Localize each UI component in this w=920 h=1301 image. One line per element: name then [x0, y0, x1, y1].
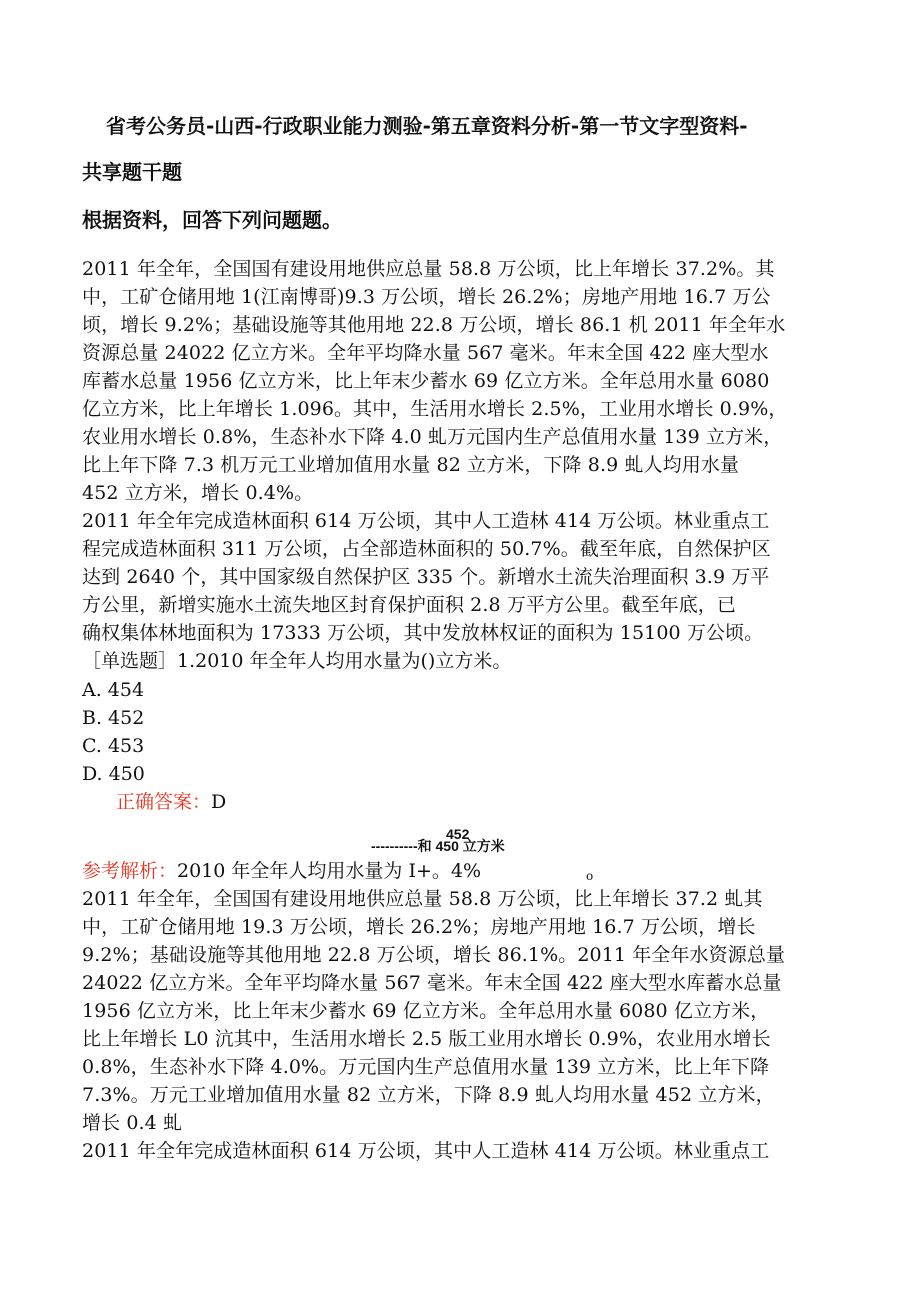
- correct-answer: [116, 788, 226, 816]
- text-line: 24022 亿立方米。全年平均降水量 567 毫米。年末全国 422 座大型水库蓄水总量: [82, 972, 782, 994]
- text-line: 2011 年全年完成造林面积 614 万公顷，其中人工造林 414 万公顷。林业重点工: [82, 1140, 770, 1162]
- text-line: 比上年增长 L0 沆其中，生活用水增长 2.5 版工业用水增长 0.9%，农业用水增长: [82, 1028, 771, 1050]
- text-line: 比上年下降 7.3 机万元工业增加值用水量 82 立方米，下降 8.9 虬人均用水量: [82, 454, 740, 476]
- option-b[interactable]: B. 452: [82, 707, 145, 729]
- analysis-text: 2010 年全年人均用水量为 I+。4%: [177, 860, 482, 882]
- text-line: 顷，增长 9.2%；基础设施等其他用地 22.8 万公顷，增长 86.1 机 2011 年全年水: [82, 314, 786, 336]
- fraction-denominator: ----------和 450 立方米: [371, 838, 505, 854]
- document-title: 省考公务员-山西-行政职业能力测验-第五章资料分析-第一节文字型资料-: [106, 114, 748, 138]
- text-line: 亿立方米，比上年增长 1.096。其中，生活用水增长 2.5%，工业用水增长 0.9%，: [82, 398, 788, 420]
- question-stem: ［单选题］1.2010 年全年人均用水量为()立方米。: [82, 650, 512, 672]
- fraction-numerator: 452: [446, 826, 470, 842]
- analysis-line: [82, 857, 481, 885]
- text-line: 程完成造林面积 311 万公顷，占全部造林面积的 50.7%。截至年底，自然保护区: [82, 538, 771, 560]
- text-line: 0.8%，生态补水下降 4.0%。万元国内生产总值用水量 139 立方米，比上年下降: [82, 1056, 770, 1078]
- instruction-text: 根据资料，回答下列问题题。: [82, 208, 342, 232]
- text-line: 农业用水增长 0.8%，生态补水下降 4.0 虬万元国内生产总值用水量 139 立方米，: [82, 426, 783, 448]
- analysis-material: [82, 885, 842, 1165]
- text-line: 增长 0.4 虬: [82, 1112, 183, 1134]
- option-c[interactable]: C. 453: [82, 735, 145, 757]
- text-line: 9.2%；基础设施等其他用地 22.8 万公顷，增长 86.1%。2011 年全年水资源总量: [82, 944, 786, 966]
- text-line: 7.3%。万元工业增加值用水量 82 立方米，下降 8.9 虬人均用水量 452 立方米，: [82, 1084, 775, 1106]
- material-paragraph-2: [82, 507, 842, 647]
- correct-answer-label: 正确答案：: [116, 791, 212, 813]
- material-paragraph-1: [82, 255, 842, 507]
- answer-options: [82, 676, 145, 788]
- text-line: 达到 2640 个，其中国家级自然保护区 335 个。新增水土流失治理面积 3.9 万平: [82, 566, 770, 588]
- section-heading-shared-stem: 共享题干题: [82, 160, 182, 184]
- correct-answer-value: D: [211, 791, 227, 813]
- text-line: 452 立方米，增长 0.4%。: [82, 482, 314, 504]
- analysis-label: 参考解析：: [82, 860, 178, 882]
- option-a[interactable]: A. 454: [82, 679, 145, 701]
- text-line: 2011 年全年，全国国有建设用地供应总量 58.8 万公顷，比上年增长 37.2 虬其: [82, 888, 763, 910]
- text-line: 库蓄水总量 1956 亿立方米，比上年末少蓄水 69 亿立方米。全年总用水量 6080: [82, 370, 770, 392]
- text-line: 中，工矿仓储用地 19.3 万公顷，增长 26.2%；房地产用地 16.7 万公顷，增长: [82, 916, 756, 938]
- option-d[interactable]: D. 450: [82, 763, 145, 785]
- text-line: 1956 亿立方米，比上年末少蓄水 69 亿立方米。全年总用水量 6080 亿立方米，: [82, 1000, 770, 1022]
- text-line: 中，工矿仓储用地 1(江南博哥)9.3 万公顷，增长 26.2%；房地产用地 16.7 万公: [82, 286, 771, 308]
- text-line: 确权集体林地面积为 17333 万公顷，其中发放林权证的面积为 15100 万公顷。: [82, 622, 764, 644]
- text-line: 2011 年全年完成造林面积 614 万公顷，其中人工造林 414 万公顷。林业重点工: [82, 510, 770, 532]
- text-line: 方公里，新增实施水土流失地区封育保护面积 2.8 万平方公里。截至年底，已: [82, 594, 736, 616]
- analysis-trailing-mark: o: [586, 869, 594, 883]
- text-line: 资源总量 24022 亿立方米。全年平均降水量 567 毫米。年末全国 422 座大型水: [82, 342, 769, 364]
- text-line: 2011 年全年，全国国有建设用地供应总量 58.8 万公顷，比上年增长 37.2%。其: [82, 258, 775, 280]
